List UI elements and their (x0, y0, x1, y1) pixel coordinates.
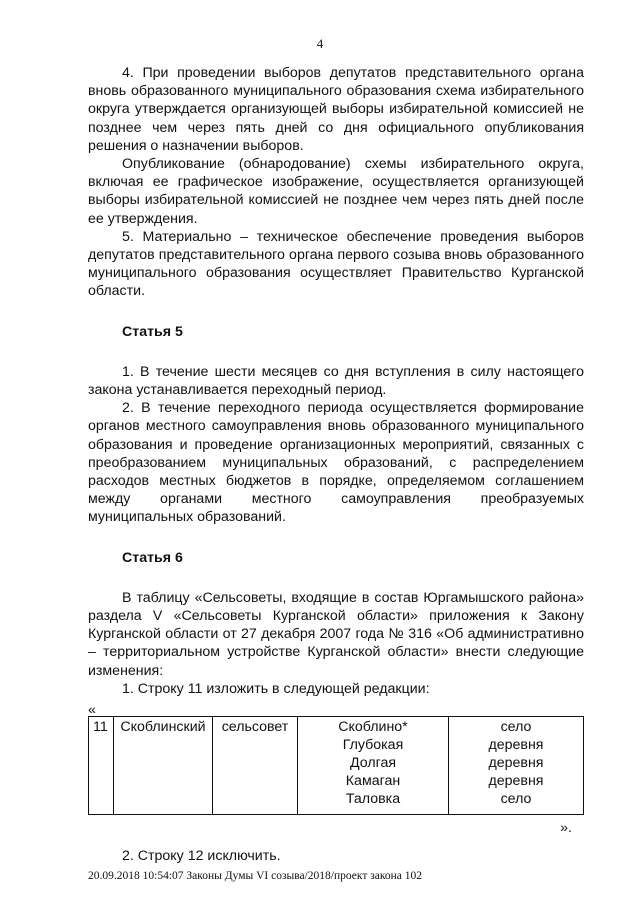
row-number: 11 (89, 717, 114, 815)
settlement-name: Глубокая (342, 737, 404, 754)
settlement-kind: село (500, 719, 532, 736)
article-6-item-1: 1. Строку 11 изложить в следующей редакции: (122, 680, 430, 697)
article-6-item-2: 2. Строку 12 исключить. (122, 848, 281, 865)
settlement-kind: село (500, 791, 532, 808)
settlement-name: Долгая (349, 755, 397, 772)
settlement-name: Таловка (345, 791, 401, 808)
quote-close-mark: ». (560, 820, 572, 837)
article-5-paragraph-1: 1. В течение шести месяцев со дня вступления в силу настоящего закона устанавливается переходный период. (88, 363, 584, 399)
paragraph-publication: Опубликование (обнародование) схемы избирательного округа, включая ее графическое изображение, осуществляется организующей выборы избирательной комиссией не позднее чем через пять дней после ее утверждения. (88, 156, 584, 227)
council-type: сельсовет (213, 717, 298, 815)
settlements-table (88, 716, 584, 815)
settlement-name: Камаган (345, 773, 401, 790)
paragraph-4: 4. При проведении выборов депутатов представительного органа вновь образованного муниципального образования схема избирательного округа утверждается организующей выборы избирательной комиссией не позднее чем через пять дней со дня официального опубликования решения о назначении выборов. (88, 65, 584, 154)
page-number: 4 (316, 36, 324, 51)
settlement-kind: деревня (488, 737, 544, 754)
paragraph-5: 5. Материально – техническое обеспечение проведения выборов депутатов представительного органа первого созыва вновь образованного муниципального образования осуществляет Правительство Курганской области. (88, 228, 584, 300)
settlement-kinds (449, 717, 584, 815)
settlement-kind: деревня (488, 755, 544, 772)
article-5-paragraph-2: 2. В течение переходного периода осуществляется формирование органов местного самоуправления вновь образованного муниципального образования и проведение организационных мероприятий, связанных с преобразованием муниципальных образований, с распределением расходов местных бюджетов в порядке, определяемом соглашением между органами местного самоуправления преобразуемых муниципальных образований. (88, 400, 584, 526)
settlement-name: Скоблино* (338, 719, 408, 736)
document-body (88, 64, 584, 866)
article-6-intro: В таблицу «Сельсоветы, входящие в состав Юргамышского района» раздела V «Сельсоветы Курганской области» приложения к Закону Курганской области от 27 декабря 2007 года № 316 «Об административно – территориальном устройстве Курганской области» внести следующие изменения: (88, 589, 584, 679)
settlement-kind: деревня (488, 773, 544, 790)
table-row (89, 717, 584, 815)
quote-open-mark: « (88, 702, 96, 719)
article-6-heading: Статья 6 (122, 549, 183, 566)
settlement-names (298, 717, 449, 815)
council-name: Скоблинский (114, 717, 213, 815)
footer-stamp: 20.09.2018 10:54:07 Законы Думы VI созыва/2018/проект закона 102 (88, 870, 423, 882)
article-5-heading: Статья 5 (122, 323, 183, 340)
